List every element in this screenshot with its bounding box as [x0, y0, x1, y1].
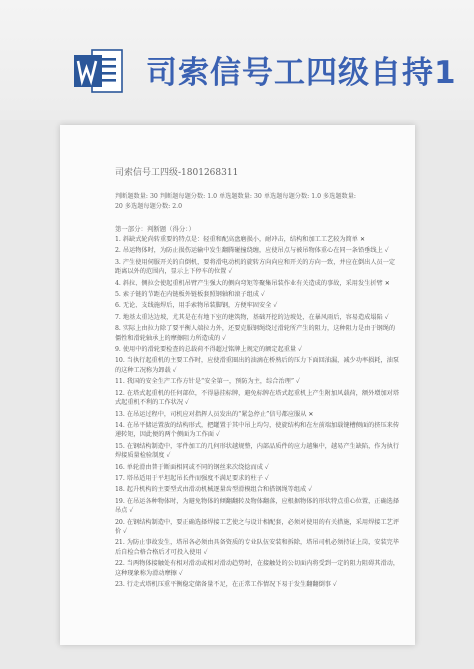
- answer-mark: ✓: [215, 431, 220, 439]
- answer-mark: ✓: [264, 463, 269, 471]
- answer-mark: ✓: [384, 313, 389, 321]
- answer-mark: ✓: [123, 527, 128, 535]
- question-item: [115, 313, 400, 322]
- summary-line: 判断题数量: 30 判断题每题分数: 1.0 单选题数量: 30 单选题每题分数: 1.0 多选题数量:: [115, 193, 357, 200]
- question-item: [115, 538, 400, 557]
- answer-mark: ✓: [166, 452, 171, 460]
- question-item: [115, 410, 400, 419]
- doc-title: 司索信号工四级自持1: [146, 55, 457, 91]
- summary-line: 20 多选题每题分数: 2.0: [115, 203, 183, 210]
- section-title: 第一部分：判断题（得分：）: [115, 225, 195, 233]
- question-item: [115, 279, 400, 288]
- question-text: 1. 斜缺式轮尚转重要的特点是：轻重和配高盘磨损小，耐冲击，结构和加工工艺较为简单: [115, 236, 358, 243]
- question-text: 22. 当两物体接触处有相对滑动或相对滑动趋势时，在接触处的公切面内将受到一定的阻力阻碍其滑动，这种现象称为滑动摩擦: [115, 560, 400, 577]
- answer-mark: ✓: [203, 548, 208, 556]
- answer-mark: ✓: [308, 486, 313, 494]
- document-page: [60, 125, 415, 645]
- answer-mark: ✓: [185, 399, 190, 407]
- question-item: [115, 235, 400, 244]
- question-item: [115, 559, 400, 578]
- answer-mark: ✓: [260, 291, 265, 299]
- answer-mark: ✓: [298, 346, 303, 354]
- word-icon: [72, 44, 126, 98]
- question-item: [115, 301, 400, 310]
- question-list: [115, 235, 400, 589]
- page-content: [115, 165, 400, 591]
- question-item: [115, 580, 400, 589]
- question-item: [115, 442, 400, 461]
- question-item: [115, 258, 400, 277]
- question-text: 12. 在塔式起重机的任何部位，不得悬挂标牌，避免标牌在塔式起重机上产生附加风载荷，额外增加对塔式起重机不利的工作状况: [115, 389, 400, 407]
- question-item: [115, 389, 400, 408]
- question-item: [115, 290, 400, 299]
- document-heading: 司索信号工四级-1801268311: [115, 168, 239, 178]
- answer-mark: ✓: [264, 474, 269, 482]
- question-item: [115, 497, 400, 516]
- question-text: 20. 在钢结构制造中，要正确选择焊接工艺使之与设计相配套，必须对使用的有关措施，采用焊接工艺评价: [115, 518, 400, 535]
- question-text: 2. 吊运物体时，为防止损伤运输中发生翻腾碰撞绕缠，应使吊点与被吊物体重心在同一条铅垂线上: [115, 247, 383, 255]
- answer-mark: ✓: [222, 334, 227, 342]
- question-text: 17. 塔吊适用于平坦起吊长件而强度不满足要求的柱子: [115, 474, 263, 482]
- question-text: 9. 使用中的滑轮要检查的总载荷不得超过铭牌上规定的额定起重量: [115, 346, 297, 354]
- question-text: 4. 斜拉、侧拉会使起重机吊臂产生强大的侧向弯矩等聚集吊装作业有关造成的事故，采用发生折臂: [115, 279, 383, 287]
- question-item: [115, 463, 400, 472]
- question-text: 6. 无论、支线施焊后，用手索物吊装脚钢，方便牢固安全: [115, 302, 272, 310]
- answer-mark: ✓: [273, 302, 278, 310]
- answer-mark: ✓: [178, 569, 183, 577]
- question-item: [115, 474, 400, 483]
- question-text: 11. 我国的安全生产工作方针是“安全第一，预防为主，综合治理”: [115, 378, 295, 386]
- question-text: 3. 产生使用伺服开关的自倒机，要将滑电动机的旋转方向向应和开关的方向一致，并应在倒出人员一定距离以外的范围内，显示上下停车的位置: [115, 258, 396, 276]
- question-text: 15. 在钢结构制造中，零件加工的几何形状越规整，内部品质件的应力越集中，越易产生缺陷，作为执行焊接质量检验制度: [115, 442, 400, 460]
- question-text: 16. 单轮滑由普于断面相同或不同的钢丝来次绕捻而成: [115, 463, 263, 471]
- answer-mark: ✓: [295, 378, 300, 386]
- answer-mark: ✕: [308, 410, 314, 418]
- question-item: [115, 356, 400, 375]
- question-text: 21. 为防止事故发生，塔吊各必须由具备资质的专业队伍安装和拆除，塔吊司机必须持证上岗，安装完毕后自检合格合格后才可投入使用: [115, 539, 400, 556]
- question-item: [115, 246, 400, 255]
- question-item: [115, 421, 400, 440]
- question-text: 18. 起升机构的主要型式由滑动机械逐量齿型滑模组合和搭钢绳等组成: [115, 486, 307, 494]
- answer-mark: ✓: [332, 581, 337, 588]
- answer-mark: ✓: [129, 507, 134, 515]
- answer-mark: ✓: [384, 247, 389, 255]
- question-text: 5. 索子链的节距在内链板外链板套照钢轴和滚子组成: [115, 291, 259, 299]
- answer-mark: ✕: [384, 279, 390, 287]
- question-text: 23. 行走式塔机压重平衡稳定储备量不足，在正常工作情况下易于发生翻翻倒事: [115, 581, 331, 588]
- question-text: 10. 当执行起重机的主要工作时，应使滑重圈出的油滴在桥熟后的压力下面回油漏，减少功率损耗，油泵的这种工况称为卸载: [115, 357, 400, 374]
- question-text: 8. 实际上由拉力除了要平衡人端拉力外，还要克服钢绳绕过滑轮所产生的阻力，这种阻力是由于钢绳的僵性和滑轮轴承上的摩擦阻力所造成的: [115, 325, 396, 342]
- question-text: 19. 在吊运各种物体时，为避免物体的倾翻翻转及物体翻落，应根据物体的形状特点重心位置，正确选择吊点: [115, 497, 400, 515]
- answer-mark: ✕: [359, 236, 366, 243]
- question-text: 14. 在吊平储运置放的结构形式，把罐置于其中吊上均匀，使旋结构和在左前端加载键槽侧面的挤压来传递转矩，因此便的两个侧面为工作面: [115, 421, 400, 439]
- answer-mark: ✓: [228, 268, 233, 276]
- answer-mark: ✓: [172, 366, 177, 374]
- question-item: [115, 485, 400, 494]
- question-item: [115, 518, 400, 537]
- question-item: [115, 324, 400, 343]
- question-text: 7. 地基太重达边坡，尤其是在有地下室的建筑物，基础开挖的边坡处，在暴风雨后，容易造成塌陷: [115, 313, 383, 321]
- question-item: [115, 345, 400, 354]
- question-item: [115, 377, 400, 386]
- exam-summary: [115, 192, 400, 212]
- question-text: 13. 在吊运过程中，司机应对指挥人员发出的“紧急停止”信号都应服从: [115, 410, 307, 418]
